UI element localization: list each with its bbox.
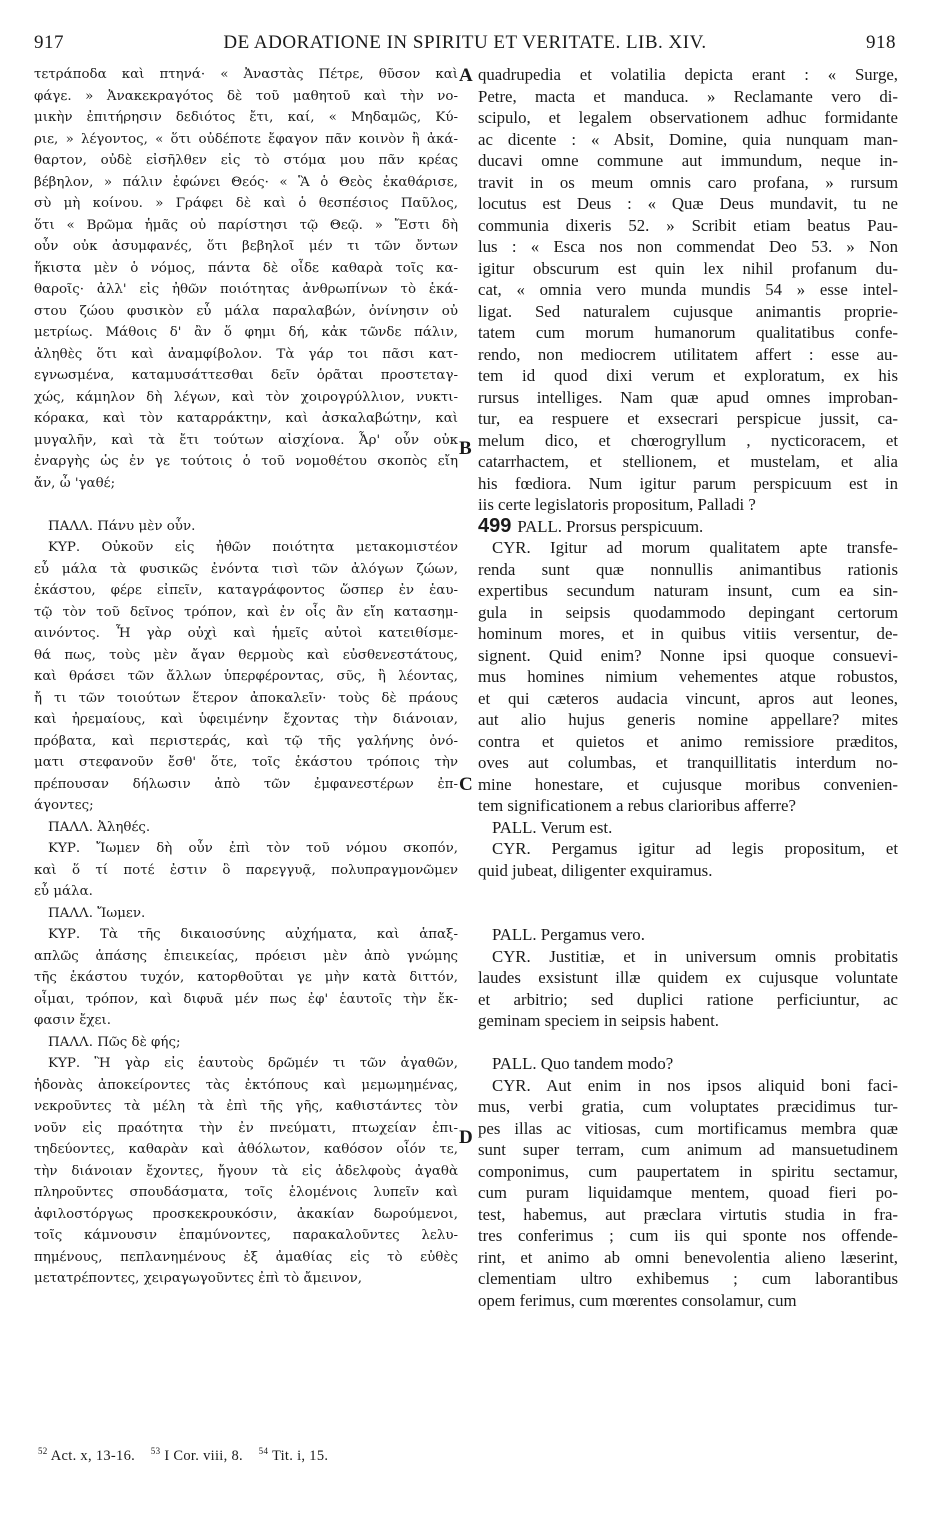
line-text: ΚΥΡ. Οὐκοῦν εἰς ἠθῶν ποιότητα μετακομιστέον [48, 540, 458, 555]
text-line [34, 1010, 458, 1032]
line-text: clementiam ultro exhibemus ; cum laborantibus [478, 1269, 898, 1288]
text-line [478, 1161, 898, 1183]
text-line [34, 1053, 458, 1075]
text-line [478, 387, 898, 409]
line-text: tur, ea respuere et exsecrari perspicue jussit, ca- [478, 409, 898, 428]
line-text: φασιν ἔχει. [34, 1013, 111, 1028]
text-line [34, 1096, 458, 1118]
text-line [478, 1204, 898, 1226]
text-line [478, 430, 898, 452]
text-line [34, 129, 458, 151]
line-text: ΠΑΛΛ. Πάνυ μὲν οὖν. [48, 518, 196, 534]
text-line [34, 150, 458, 172]
line-text: ἡδονὰς ἀποκείροντες τὰς ἐκτόπους καὶ μεμωμημένας, [34, 1077, 458, 1093]
line-text: tres conferimus ; cum iis qui sponte nos offende- [478, 1226, 898, 1245]
text-line [478, 322, 898, 344]
text-line [478, 1075, 898, 1097]
line-text: πληροῦντες σπουδάσματα, τοῖς ἑλομένοις λυπεῖν καὶ [34, 1185, 458, 1200]
line-text: mine honestare, et cujusque moribus convenien- [478, 774, 898, 794]
page-header [34, 28, 896, 58]
section-marker-c: C [459, 774, 473, 795]
text-line [478, 666, 898, 688]
text-line [478, 1290, 898, 1312]
line-text: ριε, » λέγοντος, « ὅτι οὐδέποτε ἔφαγον πᾶν κοινὸν ἢ ἀκά- [34, 131, 458, 147]
text-line [478, 1225, 898, 1247]
text-line [478, 1182, 898, 1204]
text-line [478, 1139, 898, 1161]
line-text: χώς, κάμηλον δὴ λέγων, καὶ τὸν χοιρογρύλλιον, νυκτι- [34, 389, 458, 405]
text-line [34, 236, 458, 258]
text-line [478, 64, 898, 86]
text-line [34, 752, 458, 774]
line-text: pes illas ac vitiosas, cum mortificamus membra quæ [478, 1118, 898, 1138]
line-text: quid jubeat, diligenter exquiramus. [478, 860, 713, 880]
line-text: contra et quietos et animo remissiore præditos, [478, 731, 898, 751]
line-text: laudes exsistunt illæ quidem ex cujusque voluntate [478, 968, 898, 987]
text-line [34, 408, 458, 430]
text-line [34, 537, 458, 559]
line-text: CYR. Pergamus igitur ad legis propositum, et [492, 839, 898, 858]
line-text: oves aut columbas, et tranquillitatis interdum no- [478, 753, 898, 772]
line-text: lus : « Esca nos non commendat Deo 53. » Non [478, 237, 898, 256]
line-text: ἄν, ὦ 'γαθέ; [34, 475, 116, 491]
footnote-text: Tit. i, 15. [271, 1447, 329, 1464]
text-line [478, 1118, 898, 1140]
line-text: μυγαλῆν, καὶ τὰ ἔτι τούτων αἰσχίονα. Ἆρ' οὖν οὐκ [34, 432, 458, 448]
text-line [478, 774, 898, 796]
text-line [34, 623, 458, 645]
text-line [34, 946, 458, 968]
line-text: sunt super terram, cum animum ad mansuetudinem [478, 1140, 898, 1159]
line-text: catarrhactem, et stellionem, et mustelam, et alia [478, 452, 898, 471]
footnote-number: 53 [150, 1446, 161, 1456]
line-text: locutus est Deus : « Quæ Deus mundavit, tu ne [478, 194, 898, 213]
line-text: rendo, non mediocrem utilitatem affert : esse au- [478, 344, 898, 364]
line-text: σὺ μὴ κοίνου. » Γράφει δὲ καὶ ὁ θεσπέσιος Παῦλος, [34, 196, 458, 211]
text-line [478, 236, 898, 258]
line-text: componimus, cum paupertatem in spiritu sectamur, [478, 1161, 898, 1181]
line-text: βέβηλον, » πάλιν ἐφώνει Θεός· « Ἃ ὁ Θεὸς ἐκαθάρισε, [34, 174, 458, 190]
text-line [34, 1075, 458, 1097]
line-text: aut alio hujus generis nomine appellare? mites [478, 710, 898, 729]
line-text: άγοντες; [34, 798, 94, 813]
line-text: expertibus secundum naturam insunt, cum ea sin- [478, 581, 898, 600]
line-text: et qui cæteros audacia vincunt, apros aut leones, [478, 688, 898, 708]
text-line [478, 494, 898, 516]
line-text: opem ferimus, cum mœrentes consolamur, cum [478, 1290, 797, 1310]
text-line [34, 430, 458, 452]
line-text: travit in os meum omnis caro profana, » rursum [478, 172, 898, 192]
text-line [478, 537, 898, 559]
line-text: cum puram liquidamque mentem, quoad fieri po- [478, 1183, 898, 1202]
line-text: μικὴν ἐπιτήρησιν δεδιότος ἔτι, καί, « Μηδαμῶς, Κύ- [34, 110, 458, 125]
line-text: θά πως, τοὺς μὲν ἄγαν θερμοὺς καὶ εὐσθενεστάτους, [34, 647, 458, 663]
line-text: mus, verbi gratia, cum voluptates præcidimus tur- [478, 1097, 898, 1116]
text-line [478, 1032, 898, 1054]
text-line [34, 1182, 458, 1204]
line-text: ducavi omne commune aut immundum, neque in- [478, 151, 898, 170]
line-text: εὖ μάλα τὰ φυσικῶς ἐνόντα τισὶ τῶν ἀλόγων ζώων, [34, 561, 458, 577]
line-text: tem id quod dixi verum et exploratum, ex his [478, 366, 898, 385]
text-line [34, 451, 458, 473]
line-text: PALL. Prorsus perspicuum. [517, 516, 704, 536]
text-line [34, 881, 458, 903]
text-line [478, 623, 898, 645]
line-text: μετατρέποντες, χειραγωγοῦντες ἐπὶ τὸ ἄμεινον, [34, 1271, 363, 1286]
line-text: signent. Quid enim? Nonne ipsi quoque consuevi- [478, 645, 898, 665]
text-line [478, 881, 898, 903]
section-marker-d: D [459, 1127, 473, 1148]
line-text: τηδεύοντες, καθαρὰν καὶ ἀθόλωτον, καθόσον οἷόν τε, [34, 1142, 458, 1157]
line-text: scipulo, et legalem observationem adhuc formidante [478, 108, 898, 127]
text-line [478, 602, 898, 624]
line-text: τῆς ἑκάστου τυχόν, κατορθοῦται γε μὴν κατὰ διττόν, [34, 970, 458, 985]
line-text: CYR. Igitur ad morum qualitatem apte transfe- [492, 538, 898, 557]
line-text: καὶ ὅ τί ποτέ ἐστιν ὃ παρεγγυᾷ, πολυπραγμονῶμεν [34, 862, 458, 878]
text-line [34, 1161, 458, 1183]
footnote-text: I Cor. viii, 8. [164, 1447, 243, 1464]
line-text: στου ζώου φυσικὸν εὖ μάλα παραλαβών, ὀνίνησιν οὐ [34, 303, 458, 319]
text-line [34, 903, 458, 925]
text-line [478, 752, 898, 774]
text-line [478, 967, 898, 989]
text-line [34, 1247, 458, 1269]
text-line [34, 1139, 458, 1161]
text-line [478, 473, 898, 495]
line-text: ligat. Sed naturalem cujusque animantis proprie- [478, 301, 898, 321]
line-text: his fœdiora. Num igitur parum perspicuum est in [478, 473, 898, 493]
line-text: et arbitrio; sed duplici ratione perficiuntur, ac [478, 989, 898, 1009]
text-line [34, 1032, 458, 1054]
line-text: νεκροῦντες τὰ μέλη τὰ ἐπὶ τῆς γῆς, καθιστάντες τὸν [34, 1099, 458, 1114]
text-line [34, 967, 458, 989]
text-line [34, 494, 458, 516]
line-text: ΠΑΛΛ. Ἴωμεν. [48, 905, 146, 921]
text-line [34, 473, 458, 495]
line-text: ac dicente : « Absit, Domine, quia nunquam man- [478, 129, 898, 149]
line-text: θαροῖς· ἀλλ' εἰς ἠθῶν ποιότητας ἀνθρωπίνων τὸ ἑκά- [34, 282, 458, 297]
line-text: ἀληθὲς ὅτι καὶ ἀναμφίβολον. Τὰ γάρ τοι πᾶσι κατ- [34, 346, 458, 362]
line-text: PALL. Pergamus vero. [492, 925, 645, 944]
line-text: ΚΥΡ. Ἢ γὰρ εἰς ἑαυτοὺς δρῶμέν τι τῶν ἀγαθῶν, [48, 1056, 458, 1071]
text-line [34, 258, 458, 280]
line-text: φάγε. » Ἀνακεκραγότος δὲ τοῦ μαθητοῦ καὶ τὴν νο- [34, 88, 458, 104]
line-text: εὖ μάλα. [34, 884, 93, 899]
line-text: θαρτον, οὐδὲ εἰσῆλθεν εἰς τὸ στόμα μου πᾶν κρέας [34, 153, 458, 168]
line-text: CYR. Justitiæ, et in universum omnis probitatis [492, 946, 898, 966]
text-line [34, 1268, 458, 1290]
latin-text-column [478, 64, 898, 1311]
text-line [34, 838, 458, 860]
text-line [34, 709, 458, 731]
text-line [34, 322, 458, 344]
section-marker-b: B [459, 438, 472, 459]
text-line [478, 989, 898, 1011]
text-line [34, 215, 458, 237]
line-text: ΠΑΛΛ. Ἀληθές. [48, 819, 151, 835]
text-line [478, 1096, 898, 1118]
text-line [478, 258, 898, 280]
line-text: μετρίως. Μάθοις δ' ἂν ὅ φημι δή, κἀκ τῶνδε πάλιν, [34, 325, 458, 340]
line-text: rursus intelliges. Nam quæ apud omnes improban- [478, 387, 898, 407]
text-line [478, 215, 898, 237]
text-line [478, 1268, 898, 1290]
text-line [478, 688, 898, 710]
line-text: τοῖς κάμνουσιν ἐπαμύνοντες, παρακαλοῦντες λελυ- [34, 1228, 458, 1243]
line-text: τετράποδα καὶ πτηνά· « Ἀναστὰς Πέτρε, θῦσον καὶ [34, 67, 458, 82]
text-line [34, 279, 458, 301]
line-text: αινόντος. Ἦ γὰρ οὐχὶ καὶ ἡμεῖς αὐτοὶ κατειθίσμε- [34, 626, 458, 641]
line-text: οὖν οὐκ ἀσυμφανές, ὅτι βεβηλοῖ μέν τι τῶν ὄντων [34, 239, 458, 254]
line-text: Petre, macta et manduca. » Reclamante vero di- [478, 86, 898, 106]
line-text: tatem cum morum humanorum qualitatibus confe- [478, 323, 898, 342]
text-line [478, 365, 898, 387]
text-line [478, 451, 898, 473]
page-number-right: 918 [866, 32, 896, 53]
line-text: CYR. Aut enim in nos ipsos aliquid boni faci- [492, 1075, 898, 1095]
text-line [34, 580, 458, 602]
text-line [478, 107, 898, 129]
line-text: test, habemus, aut præclara virtutis studia in fra- [478, 1204, 898, 1224]
text-line [34, 795, 458, 817]
text-line [478, 1053, 898, 1075]
line-text: hominum mores, et in quibus vitiis versentur, de- [478, 624, 898, 643]
text-line [478, 946, 898, 968]
text-line [478, 172, 898, 194]
line-text: καὶ θράσει τῶν ἄλλων ὑπερφέροντας, σῦς, ἢ λέοντας, [34, 669, 458, 684]
text-line [34, 387, 458, 409]
line-text: εγνωσμένα, καταμυσάττεσθαι δεῖν ὁρᾶται προστεταγ- [34, 368, 458, 383]
footnotes [38, 1446, 458, 1465]
text-line [478, 1247, 898, 1269]
line-text: PALL. Verum est. [492, 817, 613, 837]
text-line [478, 279, 898, 301]
greek-text-column [34, 64, 458, 1290]
line-text: ἐναργὴς ὡς ἐν γε τούτοις ὁ τοῦ νομοθέτου σκοπὸς εἴη [34, 454, 458, 469]
line-text: πημένους, πεπλανημένους ἐξ ἀμαθίας εἰς τὸ εὐθὲς [34, 1249, 458, 1265]
line-text: rint, et animo ab omni benevolentia alieno læserint, [478, 1247, 898, 1267]
line-text: ἤ τι τῶν τοιούτων ἕτερον ἀποκαλεῖν· τοὺς δὲ πράους [34, 690, 458, 706]
text-line [34, 989, 458, 1011]
line-text: cat, « omnia vero munda mundis 54 » esse intel- [478, 280, 898, 299]
section-marker-a: A [459, 65, 473, 86]
text-line [34, 645, 458, 667]
line-text: ΠΑΛΛ. Πῶς δὲ φής; [48, 1034, 181, 1050]
line-text: τῷ τὸν τοῦ δεῖνος τρόπον, καὶ ἐν οἷς ἂν εἴη κατασημ- [34, 604, 458, 620]
line-text: οἶμαι, τρόπον, καὶ διφυᾶ μέν πως ἐφ' ἑαυτοῖς τὴν ἔκ- [34, 991, 458, 1007]
line-text: igitur obscurum est quin lex nihil profanum du- [478, 258, 898, 278]
text-line [478, 516, 898, 538]
line-text: ἀφιλοστόργως προσκεκρουκόσιν, ἀκακίαν δωρούμενοι, [34, 1206, 458, 1222]
text-line [34, 516, 458, 538]
line-text: communia dixeris 52. » Scribit etiam beatus Pau- [478, 215, 898, 235]
text-line [34, 1118, 458, 1140]
text-line [34, 64, 458, 86]
text-line [34, 1204, 458, 1226]
line-text: ὅτι « Βρῶμα ἡμᾶς οὐ παρίστησι τῷ Θεῷ. » Ἔστι δὴ [34, 217, 458, 233]
text-line [478, 129, 898, 151]
text-line [478, 1010, 898, 1032]
text-line [478, 301, 898, 323]
line-text: πρόβατα, καὶ περιστεράς, καὶ τῷ τῆς γαλήνης ὀνό- [34, 733, 458, 749]
line-text: τὴν διάνοιαν ἔχοντες, ἤγουν τὰ εἰς ἀδελφοὺς ἀγαθὰ [34, 1163, 458, 1179]
line-text: πρέπουσαν δήλωσιν ἀπὸ τῶν ἐμφανεστέρων ἐπ- [34, 776, 458, 792]
text-line [34, 193, 458, 215]
line-text: gula in seipsis quodammodo depingant certorum [478, 602, 898, 622]
text-line [478, 559, 898, 581]
text-line [478, 344, 898, 366]
text-line [478, 903, 898, 925]
text-line [478, 731, 898, 753]
line-text: ΚΥΡ. Ἴωμεν δὴ οὖν ἐπὶ τὸν τοῦ νόμου σκοπόν, [48, 841, 458, 856]
text-line [34, 602, 458, 624]
line-text: iis certe legislatoris propositum, Palladi ? [478, 495, 756, 514]
text-line [478, 924, 898, 946]
text-line [34, 666, 458, 688]
line-text: ΚΥΡ. Τὰ τῆς δικαιοσύνης αὐχήματα, καὶ ἁπαξ- [48, 927, 458, 942]
text-line [34, 172, 458, 194]
line-text: κόρακα, καὶ τὸν καταρράκτην, καὶ ἀσκαλαβώτην, καὶ [34, 411, 458, 426]
line-text: ἥκιστα μὲν ὁ νόμος, πάντα δὲ οἶδε καθαρὰ τοῖς κα- [34, 260, 458, 276]
text-line [34, 817, 458, 839]
text-line [34, 924, 458, 946]
text-line [34, 301, 458, 323]
text-line [34, 1225, 458, 1247]
text-line [34, 860, 458, 882]
line-text: απλῶς ἁπάσης ἐπιεικείας, πρόεισι μὲν ἀπὸ γνώμης [34, 948, 458, 964]
text-line [478, 150, 898, 172]
line-text: mus homines nimium vehementes atque robustos, [478, 667, 898, 686]
text-line [478, 193, 898, 215]
line-text: geminam speciem in seipsis habent. [478, 1011, 719, 1030]
line-text: νοῦν εἰς πραότητα τὴν ἐν πνεύματι, πτωχείαν ἐπι- [34, 1120, 458, 1136]
text-line [34, 559, 458, 581]
text-line [34, 731, 458, 753]
line-text: PALL. Quo tandem modo? [492, 1054, 674, 1073]
footnote-number: 52 [38, 1446, 48, 1456]
text-line [478, 408, 898, 430]
text-line [478, 86, 898, 108]
line-text: tem significationem a rebus clarioribus afferre? [478, 796, 796, 815]
line-text: ματι στεφανοῦν ἔσθ' ὅτε, τοῖς ἑκάστου τρόποις τὴν [34, 755, 458, 770]
margin-number: 499 [478, 515, 512, 537]
text-line [34, 86, 458, 108]
line-text: ἑκάστου, φέρε εἰπεῖν, καταγράφοντος ὥσπερ ἐν ἑαυ- [34, 583, 458, 598]
text-line [478, 795, 898, 817]
line-text: melum dico, et chœrogryllum , nycticoracem, et [478, 430, 898, 450]
line-text: καὶ ἠρεμαίους, καὶ ὑφειμένην ἔχοντας τὴν διάνοιαν, [34, 712, 458, 727]
line-text: renda sunt quæ nonnullis animantibus rationis [478, 559, 898, 579]
line-text: quadrupedia et volatilia depicta erant : « Surge, [478, 65, 898, 84]
text-line [34, 688, 458, 710]
text-line [478, 709, 898, 731]
text-line [34, 344, 458, 366]
text-line [34, 107, 458, 129]
page-number-left: 917 [34, 32, 64, 53]
text-line [478, 817, 898, 839]
text-line [478, 645, 898, 667]
text-line [478, 580, 898, 602]
text-line [478, 860, 898, 882]
text-line [478, 838, 898, 860]
text-line [34, 774, 458, 796]
text-line [34, 365, 458, 387]
footnote-number: 54 [258, 1446, 269, 1456]
footnote-text: Act. x, 13-16. [50, 1447, 136, 1464]
running-title: DE ADORATIONE IN SPIRITU ET VERITATE. LIB. XIV. [223, 32, 707, 53]
